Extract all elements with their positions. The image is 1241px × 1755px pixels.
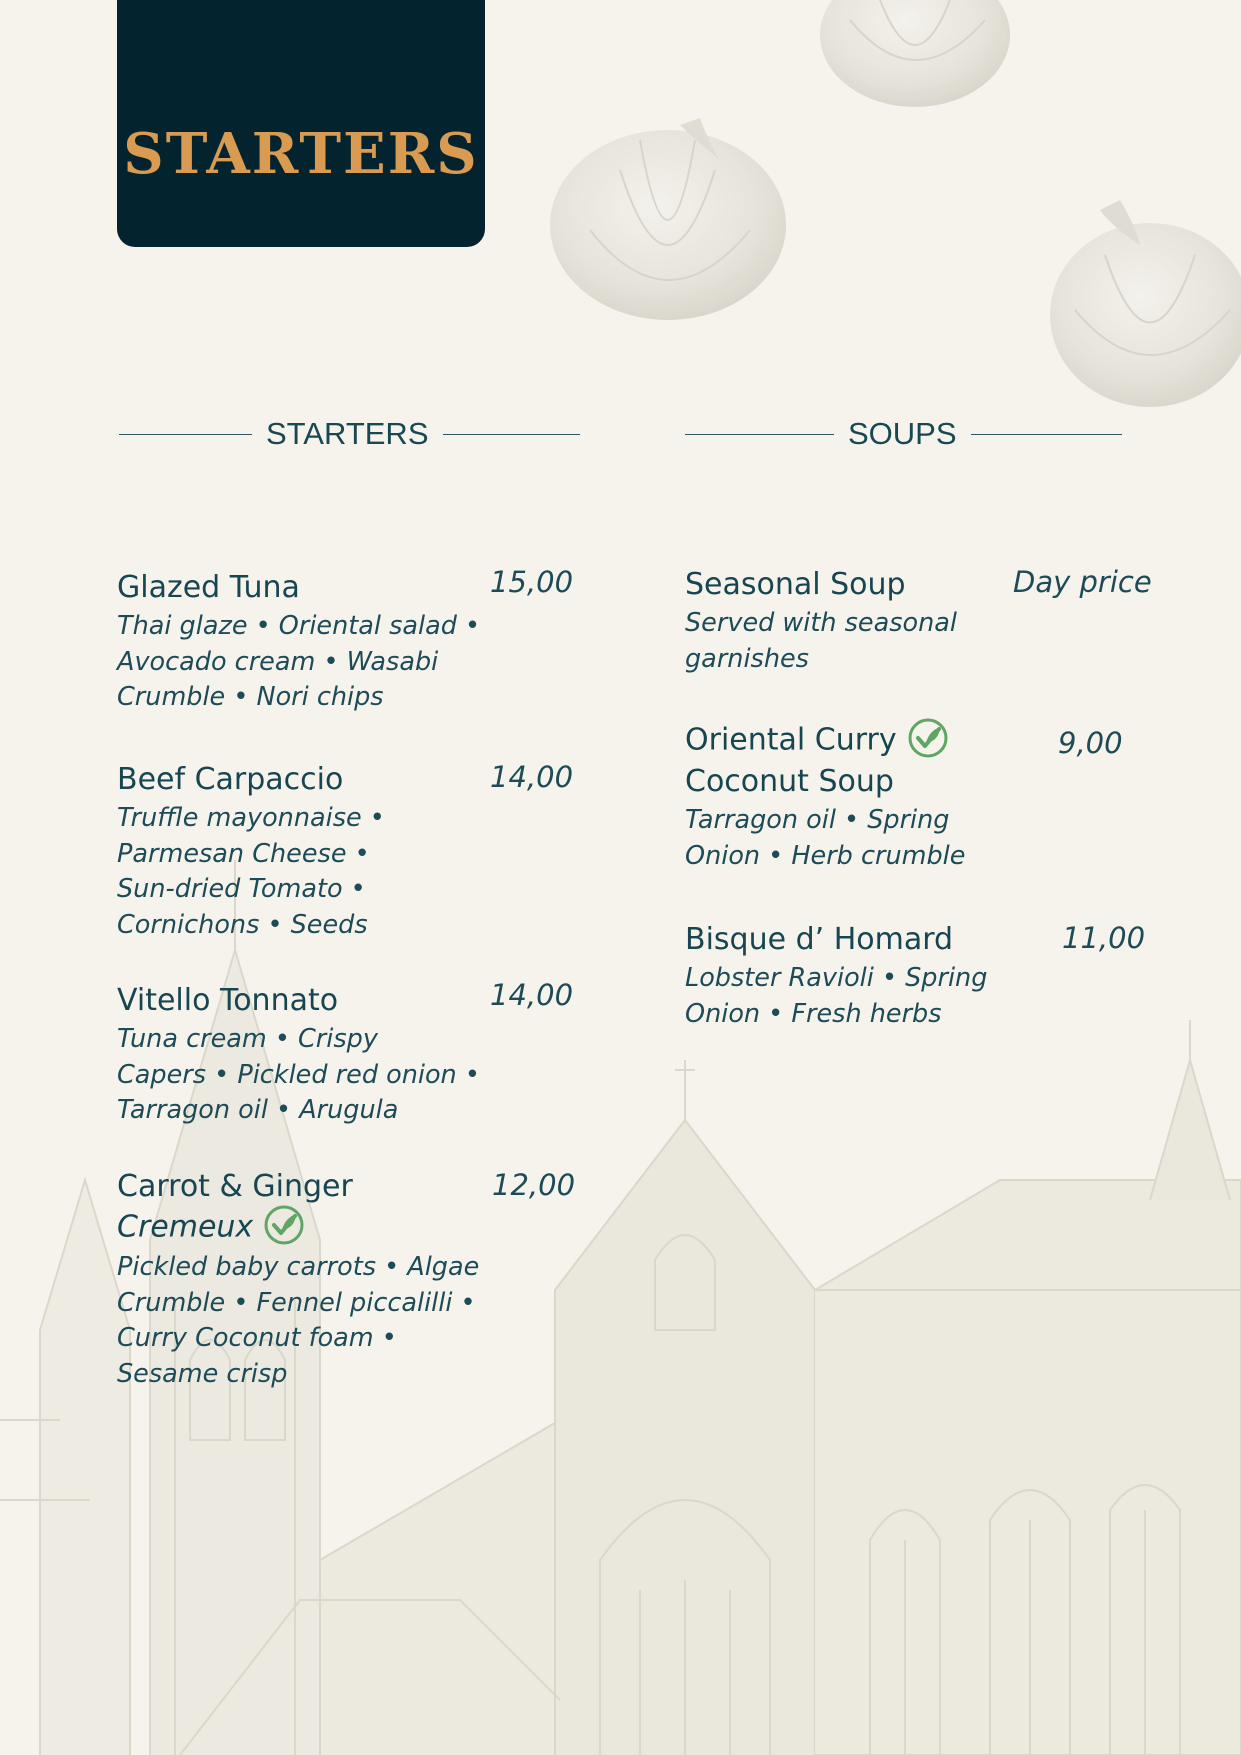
item-description: Pickled baby carrots • Algae Crumble • Fennel piccalilli • Curry Coconut foam • Sesame crisp xyxy=(117,1252,480,1389)
item-description: Tarragon oil • Spring Onion • Herb crumble xyxy=(685,805,966,871)
divider xyxy=(971,434,1122,435)
menu-item xyxy=(685,720,965,874)
divider xyxy=(685,434,834,435)
item-price: 15,00 xyxy=(490,565,574,599)
menu-item xyxy=(685,920,987,1032)
divider xyxy=(119,434,252,435)
item-price: 9,00 xyxy=(1058,726,1123,760)
garlic-icon xyxy=(820,0,1010,107)
item-description: Lobster Ravioli • Spring Onion • Fresh herbs xyxy=(685,963,988,1029)
menu-item xyxy=(117,760,385,943)
title-banner xyxy=(117,0,485,247)
item-name: Vitello Tonnato xyxy=(117,983,339,1018)
section-heading-starters xyxy=(119,416,580,452)
section-heading-soups xyxy=(685,416,1122,452)
garlic-icon xyxy=(550,118,786,320)
page-title: STARTERS xyxy=(123,121,479,187)
item-description: Thai glaze • Oriental salad • Avocado cream • Wasabi Crumble • Nori chips xyxy=(117,611,481,712)
menu-item xyxy=(117,568,480,716)
item-name: Beef Carpaccio xyxy=(117,762,344,797)
item-price: 12,00 xyxy=(492,1168,576,1202)
menu-item xyxy=(117,981,480,1129)
item-name: Oriental Curry Coconut Soup xyxy=(685,720,965,802)
item-description: Truffle mayonnaise • Parmesan Cheese • Sun-dried Tomato • Cornichons • Seeds xyxy=(117,803,385,940)
leaf-check-icon xyxy=(263,1204,305,1246)
garlic-icon xyxy=(1050,200,1241,407)
item-price: Day price xyxy=(1013,565,1152,599)
item-description: Served with seasonal garnishes xyxy=(685,608,957,674)
item-name: Seasonal Soup xyxy=(685,567,906,602)
item-name: Carrot & Ginger Cremeux xyxy=(117,1169,353,1245)
item-price: 11,00 xyxy=(1062,921,1146,955)
item-price: 14,00 xyxy=(490,760,574,794)
menu-item xyxy=(117,1167,479,1392)
section-title: SOUPS xyxy=(848,416,957,451)
section-title: STARTERS xyxy=(266,416,429,451)
item-description: Tuna cream • Crispy Capers • Pickled red onion • Tarragon oil • Arugula xyxy=(117,1024,480,1125)
leaf-check-icon xyxy=(907,717,949,759)
item-name: Glazed Tuna xyxy=(117,570,300,605)
menu-item xyxy=(685,565,957,677)
divider xyxy=(443,434,580,435)
item-price: 14,00 xyxy=(490,978,574,1012)
item-name: Bisque d’ Homard xyxy=(685,922,954,957)
